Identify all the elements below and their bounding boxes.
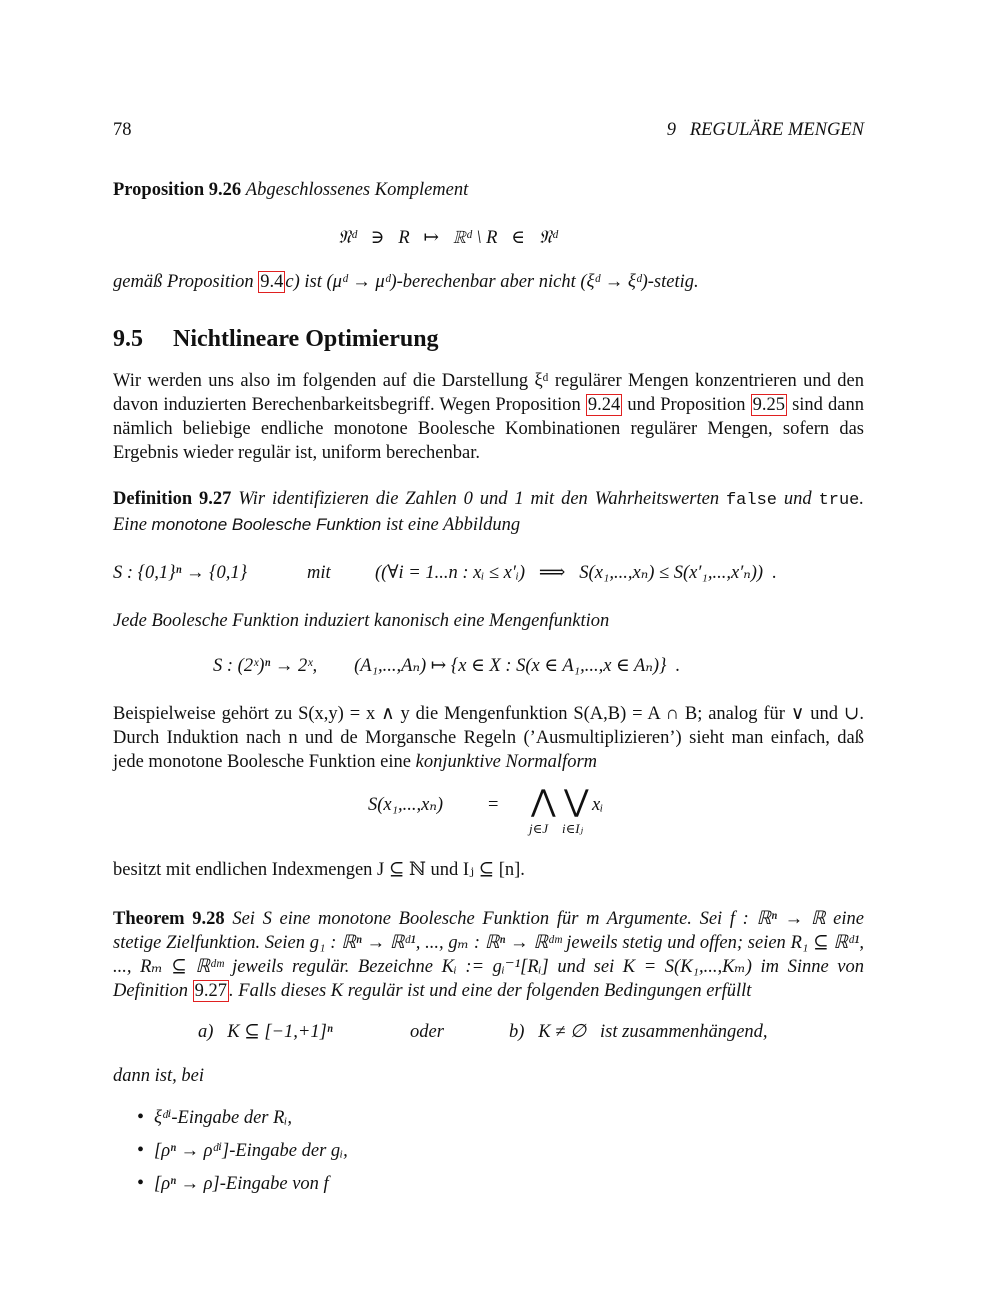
page-number: 78 <box>113 120 132 140</box>
bullet-icon: • <box>137 1106 145 1128</box>
big-vee-symbol: ⋁ <box>564 785 589 818</box>
monotone-formula-right: ((∀i = 1...n : xᵢ ≤ x′ᵢ) ⟹ S(x₁,...,xₙ) ≤ S(x′₁,...,x′ₙ)) . <box>375 563 777 583</box>
complement-formula: 𝔑ᵈ ∋ R ↦ ℝᵈ \ R ∈ 𝔑ᵈ <box>338 228 558 248</box>
ref-9-25[interactable]: 9.25 <box>752 395 785 415</box>
wedge-index: j∈J <box>529 821 549 836</box>
proposition-9-26-heading <box>113 178 864 202</box>
set-function-formula: S : (2ˣ)ⁿ → 2ˣ, (A₁,...,Aₙ) ↦ {x ∈ X : S(x ∈ A₁,...,x ∈ Aₙ)} . <box>213 656 681 676</box>
bullet-item: • [ρⁿ → ρ]-Eingabe von f <box>137 1172 329 1194</box>
section-number: 9.5 <box>113 326 143 352</box>
cnf-formula-xi: xᵢ <box>592 795 604 815</box>
theorem-9-28: Theorem 9.28 Sei S eine monotone Boolesche Funktion für m Argumente. Sei f : ℝⁿ → ℝ eine stetige Zielfunktion. Seien g₁ : ℝⁿ → ℝᵈ¹, ..., gₘ : ℝⁿ → ℝᵈᵐ jeweils stetig und offen; seien R₁ ⊆ ℝᵈ¹, ..., Rₘ ⊆ ℝᵈᵐ jeweils regulär. Bezeichne Kᵢ := gᵢ⁻¹[Rᵢ] und sei K = S(K₁,...,Kₘ) im Sinne von Definition 9.27 . Falls dieses K regulär ist und eine der folgenden Bedingungen erfüllt <box>113 909 864 1001</box>
vee-index: i∈Iⱼ <box>562 821 583 836</box>
cnf-after-text: besitzt mit endlichen Indexmengen J ⊆ ℕ und Iⱼ ⊆ [n]. <box>113 860 525 880</box>
bullet-icon: • <box>137 1139 145 1161</box>
section-heading <box>113 326 439 353</box>
true-literal: true <box>818 491 860 510</box>
monotone-formula-left: S : {0,1}ⁿ → {0,1} <box>113 563 248 583</box>
ref-9-27[interactable]: 9.27 <box>194 981 228 1001</box>
running-header: 9 REGULÄRE MENGEN <box>666 120 864 140</box>
cnf-formula-eq: = <box>488 795 499 815</box>
cnf-formula-left: S(x₁,...,xₙ) <box>368 795 444 815</box>
false-literal: false <box>725 491 777 510</box>
definition-9-27: Definition 9.27 Wir identifizieren die Zahlen 0 und 1 mit den Wahrheitswerten false und true. Eine monotone Boolesche Funktion ist eine Abbildung <box>113 489 864 535</box>
condition-b: b) K ≠ ∅ ist zusammenhängend, <box>509 1022 768 1042</box>
definition-label: Definition 9.27 <box>113 489 232 509</box>
proposition-9-26-text: gemäß Proposition 9.4 c) ist (μᵈ → μᵈ)-berechenbar aber nicht (ξᵈ → ξᵈ)-stetig. <box>113 272 699 292</box>
condition-a: a) K ⊆ [−1,+1]ⁿ <box>198 1022 333 1042</box>
monotone-formula-mit: mit <box>307 563 331 583</box>
ref-9-24[interactable]: 9.24 <box>587 395 621 415</box>
ref-9-4[interactable]: 9.4 <box>260 272 284 292</box>
cnf-term: konjunktive Normalform <box>415 752 598 772</box>
proposition-title: Abgeschlossenes Komplement <box>245 180 469 200</box>
bullet-icon: • <box>137 1172 145 1194</box>
proposition-label: Proposition 9.26 <box>113 180 242 200</box>
bullet-item: • ξᵈⁱ-Eingabe der Rᵢ, <box>137 1106 292 1128</box>
paragraph-examples: Beispielweise gehört zu S(x,y) = x ∧ y die Mengenfunktion S(A,B) = A ∩ B; analog für ∨ und ∪. Durch Induktion nach n und de Morgansche Regeln (’Ausmultiplizieren’) sieht man einfach, daß jede monotone Boolesche Funktion eine konjunktive Normalform <box>113 704 864 772</box>
theorem-label: Theorem 9.28 <box>113 909 225 929</box>
paragraph-intro: Wir werden uns also im folgenden auf die Darstellung ξᵈ regulärer Mengen konzentrieren und den davon induzierten Berechenbarkeitsbegriff. Wegen Proposition 9.24 und Proposition 9.25 sind dann nämlich beliebige endliche monotone Boolesche Kombinationen regulärer Mengen, sofern das Ergebnis wieder regulär ist, uniform berechenbar. <box>113 371 864 463</box>
set-function-intro: Jede Boolesche Funktion induziert kanonisch eine Mengenfunktion <box>113 611 610 631</box>
section-title: Nichtlineare Optimierung <box>173 326 439 352</box>
condition-or: oder <box>410 1022 444 1042</box>
then-text: dann ist, bei <box>113 1066 204 1086</box>
big-wedge-symbol: ⋀ <box>531 785 556 818</box>
monotone-boolean-term: monotone Boolesche Funktion <box>151 515 382 534</box>
bullet-item: • [ρⁿ → ρᵈⁱ]-Eingabe der gᵢ, <box>137 1139 348 1161</box>
